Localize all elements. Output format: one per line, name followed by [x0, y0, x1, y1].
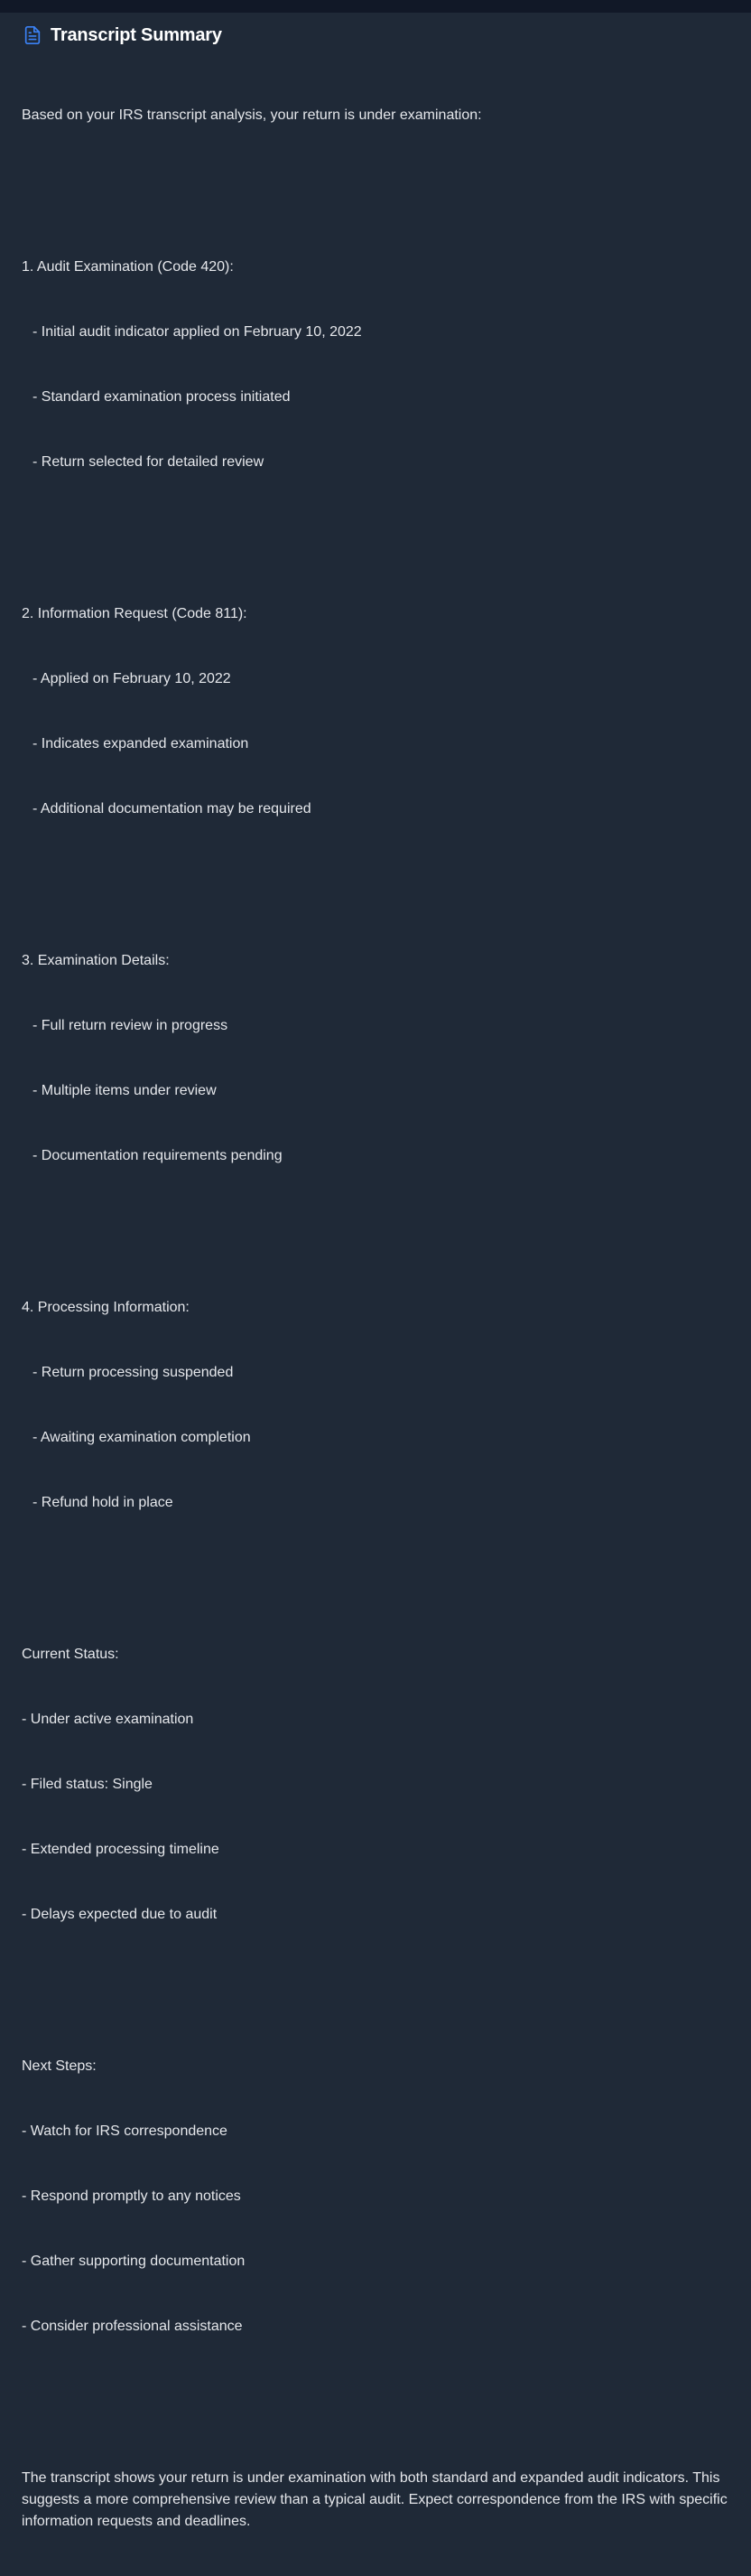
section-heading: 3. Examination Details:	[22, 953, 170, 968]
page-title: Transcript Summary	[51, 24, 222, 45]
list-item: - Full return review in progress	[32, 1018, 228, 1033]
next-step-item: - Consider professional assistance	[22, 2319, 243, 2334]
section-heading: 1. Audit Examination (Code 420):	[22, 259, 234, 275]
spacer	[22, 2381, 729, 2403]
next-step-item: - Gather supporting documentation	[22, 2254, 246, 2269]
status-item: - Under active examination	[22, 1712, 194, 1727]
list-item: - Return selected for detailed review	[32, 454, 264, 470]
card-header	[22, 23, 729, 47]
list-item: - Return processing suspended	[32, 1365, 234, 1380]
summary-body	[22, 61, 729, 2576]
spacer	[22, 1210, 729, 1232]
spacer	[22, 517, 729, 538]
list-item: - Additional documentation may be required	[32, 801, 311, 817]
status-item: - Extended processing timeline	[22, 1842, 219, 1857]
transcript-summary-card	[0, 13, 751, 2529]
next-steps-heading: Next Steps:	[22, 2058, 97, 2074]
spacer	[22, 863, 729, 885]
list-item: - Initial audit indicator applied on February 10, 2022	[32, 324, 362, 340]
list-item: - Standard examination process initiated	[32, 389, 291, 405]
next-step-item: - Watch for IRS correspondence	[22, 2123, 227, 2139]
list-item: - Indicates expanded examination	[32, 736, 249, 751]
list-item: - Multiple items under review	[32, 1083, 217, 1098]
section-heading: 4. Processing Information:	[22, 1300, 190, 1315]
spacer	[22, 170, 729, 191]
conclusion-text: The transcript shows your return is under examination with both standard and expanded audit indicators. This suggests a more comprehensive review than a typical audit. Expect correspondence from the IRS with specific information requests and deadlines.	[22, 2470, 728, 2529]
list-item: - Documentation requirements pending	[32, 1148, 283, 1163]
status-heading: Current Status:	[22, 1647, 119, 1662]
section-heading: 2. Information Request (Code 811):	[22, 606, 247, 621]
list-item: - Awaiting examination completion	[32, 1430, 251, 1445]
status-item: - Delays expected due to audit	[22, 1907, 218, 1922]
list-item: - Refund hold in place	[32, 1495, 173, 1510]
list-item: - Applied on February 10, 2022	[32, 671, 231, 686]
status-item: - Filed status: Single	[22, 1777, 153, 1792]
spacer	[22, 1969, 729, 1991]
spacer	[22, 1557, 729, 1579]
document-icon	[22, 24, 43, 46]
intro-text: Based on your IRS transcript analysis, your return is under examination:	[22, 107, 482, 123]
next-step-item: - Respond promptly to any notices	[22, 2189, 241, 2204]
top-strip	[0, 0, 751, 13]
